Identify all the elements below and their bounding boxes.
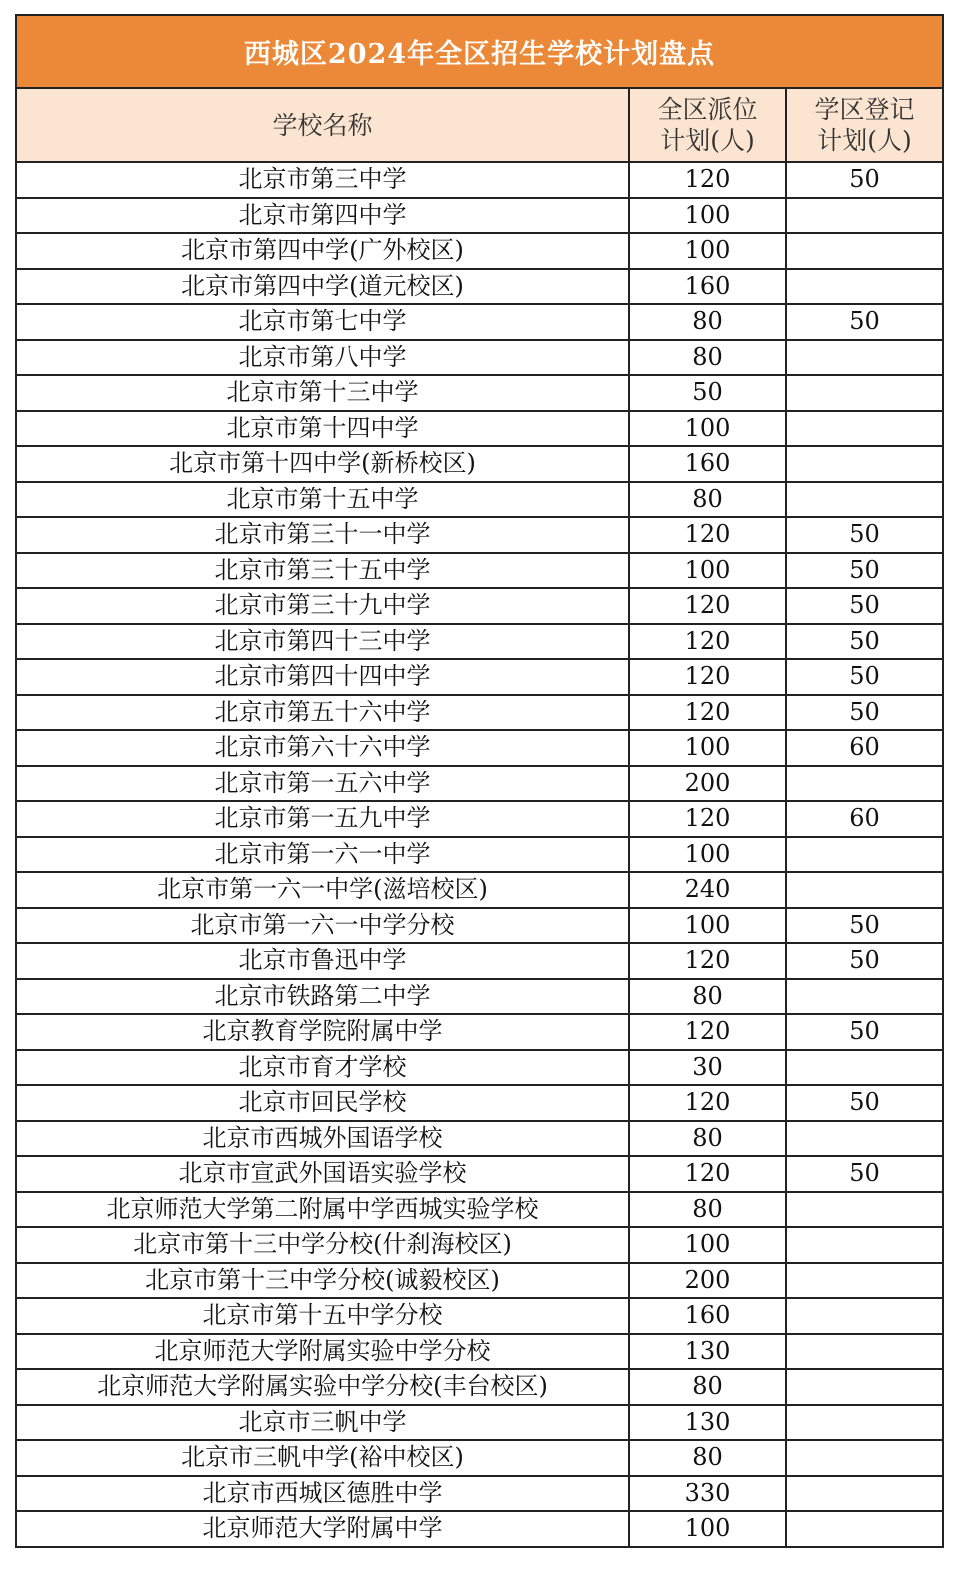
zone-plan-cell: 50 [786, 1085, 942, 1121]
school-name-cell: 北京市鲁迅中学 [17, 943, 629, 979]
table-row [17, 1476, 942, 1512]
district-plan-cell: 100 [629, 730, 786, 766]
zone-plan-cell: 50 [786, 1156, 942, 1192]
district-plan-cell: 100 [629, 233, 786, 269]
zone-plan-cell: 50 [786, 588, 942, 624]
table-row [17, 198, 942, 234]
zone-plan-cell [786, 375, 942, 411]
school-name-cell: 北京市第七中学 [17, 304, 629, 340]
district-plan-cell: 120 [629, 695, 786, 731]
school-name-cell: 北京市铁路第二中学 [17, 979, 629, 1015]
school-name-cell: 北京市第三十九中学 [17, 588, 629, 624]
table-title: 西城区2024年全区招生学校计划盘点 [17, 16, 942, 89]
table-row [17, 1192, 942, 1228]
table-row [17, 1121, 942, 1157]
table-row [17, 517, 942, 553]
zone-plan-cell: 50 [786, 553, 942, 589]
table-body [17, 162, 942, 1546]
table-row [17, 375, 942, 411]
school-name-cell: 北京市西城外国语学校 [17, 1121, 629, 1157]
table-row [17, 269, 942, 305]
school-name-cell: 北京市第十三中学分校(诚毅校区) [17, 1263, 629, 1299]
district-plan-cell: 120 [629, 801, 786, 837]
table-row [17, 766, 942, 802]
table-row [17, 411, 942, 447]
district-plan-cell: 130 [629, 1405, 786, 1441]
table-row [17, 340, 942, 376]
table-row [17, 1263, 942, 1299]
district-plan-cell: 80 [629, 304, 786, 340]
district-plan-cell: 120 [629, 1014, 786, 1050]
zone-plan-cell [786, 340, 942, 376]
zone-plan-cell: 50 [786, 517, 942, 553]
district-plan-cell: 330 [629, 1476, 786, 1512]
district-plan-cell: 120 [629, 162, 786, 198]
zone-plan-cell: 60 [786, 730, 942, 766]
table-row [17, 1298, 942, 1334]
school-name-cell: 北京市第一五六中学 [17, 766, 629, 802]
district-plan-cell: 160 [629, 1298, 786, 1334]
school-name-cell: 北京市第十五中学分校 [17, 1298, 629, 1334]
zone-plan-cell [786, 198, 942, 234]
table-row [17, 482, 942, 518]
school-name-cell: 北京师范大学附属实验中学分校 [17, 1334, 629, 1370]
zone-plan-cell [786, 1121, 942, 1157]
zone-plan-cell [786, 837, 942, 873]
school-name-cell: 北京市第一六一中学 [17, 837, 629, 873]
table-row [17, 1405, 942, 1441]
zone-plan-cell: 60 [786, 801, 942, 837]
school-name-cell: 北京市第十三中学 [17, 375, 629, 411]
school-name-cell: 北京市回民学校 [17, 1085, 629, 1121]
district-plan-cell: 80 [629, 1369, 786, 1405]
district-plan-cell: 200 [629, 1263, 786, 1299]
header-zone-plan-line2: 计划(人) [817, 126, 912, 155]
table-row [17, 304, 942, 340]
district-plan-cell: 30 [629, 1050, 786, 1086]
school-name-cell: 北京市第四十四中学 [17, 659, 629, 695]
zone-plan-cell [786, 1263, 942, 1299]
school-name-cell: 北京市第一六一中学(滋培校区) [17, 872, 629, 908]
district-plan-cell: 120 [629, 624, 786, 660]
zone-plan-cell [786, 1298, 942, 1334]
table-row [17, 979, 942, 1015]
table-row [17, 446, 942, 482]
table-row [17, 659, 942, 695]
zone-plan-cell: 50 [786, 695, 942, 731]
district-plan-cell: 100 [629, 837, 786, 873]
zone-plan-cell: 50 [786, 943, 942, 979]
table-row [17, 695, 942, 731]
zone-plan-cell: 50 [786, 624, 942, 660]
district-plan-cell: 120 [629, 1156, 786, 1192]
zone-plan-cell: 50 [786, 659, 942, 695]
header-district-plan-line2: 计划(人) [660, 126, 755, 155]
zone-plan-cell [786, 1227, 942, 1263]
school-name-cell: 北京市第三十一中学 [17, 517, 629, 553]
school-name-cell: 北京市第十四中学(新桥校区) [17, 446, 629, 482]
school-name-cell: 北京市第一五九中学 [17, 801, 629, 837]
table-row [17, 1440, 942, 1476]
zone-plan-cell [786, 1440, 942, 1476]
table-row [17, 1085, 942, 1121]
header-zone-plan [786, 89, 942, 162]
table-row [17, 837, 942, 873]
zone-plan-cell [786, 1192, 942, 1228]
table-row [17, 730, 942, 766]
school-name-cell: 北京市三帆中学 [17, 1405, 629, 1441]
school-name-cell: 北京市第四中学 [17, 198, 629, 234]
school-name-cell: 北京市第十五中学 [17, 482, 629, 518]
table-row [17, 1227, 942, 1263]
zone-plan-cell [786, 1369, 942, 1405]
school-name-cell: 北京市第一六一中学分校 [17, 908, 629, 944]
zone-plan-cell [786, 411, 942, 447]
zone-plan-cell [786, 446, 942, 482]
header-district-plan [629, 89, 786, 162]
zone-plan-cell [786, 872, 942, 908]
school-name-cell: 北京市第十四中学 [17, 411, 629, 447]
zone-plan-cell: 50 [786, 908, 942, 944]
school-name-cell: 北京市第三中学 [17, 162, 629, 198]
school-name-cell: 北京市育才学校 [17, 1050, 629, 1086]
header-district-plan-line1: 全区派位 [657, 95, 758, 124]
zone-plan-cell [786, 269, 942, 305]
zone-plan-cell [786, 233, 942, 269]
district-plan-cell: 130 [629, 1334, 786, 1370]
table-row [17, 1156, 942, 1192]
district-plan-cell: 120 [629, 659, 786, 695]
table-row [17, 1511, 942, 1546]
school-name-cell: 北京教育学院附属中学 [17, 1014, 629, 1050]
table-row [17, 1014, 942, 1050]
school-name-cell: 北京师范大学附属实验中学分校(丰台校区) [17, 1369, 629, 1405]
school-name-cell: 北京市第六十六中学 [17, 730, 629, 766]
table-row [17, 1369, 942, 1405]
school-name-cell: 北京市第三十五中学 [17, 553, 629, 589]
district-plan-cell: 50 [629, 375, 786, 411]
district-plan-cell: 120 [629, 517, 786, 553]
zone-plan-cell [786, 766, 942, 802]
district-plan-cell: 100 [629, 908, 786, 944]
district-plan-cell: 120 [629, 1085, 786, 1121]
table-row [17, 801, 942, 837]
school-name-cell: 北京市宣武外国语实验学校 [17, 1156, 629, 1192]
header-row [17, 89, 942, 162]
school-name-cell: 北京师范大学附属中学 [17, 1511, 629, 1546]
district-plan-cell: 160 [629, 269, 786, 305]
district-plan-cell: 120 [629, 943, 786, 979]
district-plan-cell: 80 [629, 1121, 786, 1157]
district-plan-cell: 100 [629, 198, 786, 234]
school-name-cell: 北京市第八中学 [17, 340, 629, 376]
table-row [17, 233, 942, 269]
header-school-name: 学校名称 [17, 89, 629, 162]
school-name-cell: 北京市第四中学(道元校区) [17, 269, 629, 305]
school-name-cell: 北京师范大学第二附属中学西城实验学校 [17, 1192, 629, 1228]
district-plan-cell: 80 [629, 1192, 786, 1228]
district-plan-cell: 100 [629, 553, 786, 589]
table-row [17, 162, 942, 198]
zone-plan-cell [786, 1050, 942, 1086]
school-name-cell: 北京市第四十三中学 [17, 624, 629, 660]
table-row [17, 553, 942, 589]
district-plan-cell: 80 [629, 1440, 786, 1476]
table-row [17, 588, 942, 624]
district-plan-cell: 200 [629, 766, 786, 802]
zone-plan-cell [786, 1476, 942, 1512]
district-plan-cell: 240 [629, 872, 786, 908]
header-zone-plan-line1: 学区登记 [814, 95, 915, 124]
table-row [17, 908, 942, 944]
enrollment-table [17, 89, 942, 1546]
table-row [17, 1050, 942, 1086]
zone-plan-cell [786, 1405, 942, 1441]
zone-plan-cell [786, 979, 942, 1015]
zone-plan-cell: 50 [786, 304, 942, 340]
zone-plan-cell: 50 [786, 1014, 942, 1050]
school-name-cell: 北京市第四中学(广外校区) [17, 233, 629, 269]
school-name-cell: 北京市第十三中学分校(什刹海校区) [17, 1227, 629, 1263]
district-plan-cell: 80 [629, 340, 786, 376]
zone-plan-cell [786, 1334, 942, 1370]
table-row [17, 1334, 942, 1370]
school-name-cell: 北京市三帆中学(裕中校区) [17, 1440, 629, 1476]
district-plan-cell: 160 [629, 446, 786, 482]
school-name-cell: 北京市西城区德胜中学 [17, 1476, 629, 1512]
school-name-cell: 北京市第五十六中学 [17, 695, 629, 731]
district-plan-cell: 100 [629, 411, 786, 447]
district-plan-cell: 100 [629, 1511, 786, 1546]
zone-plan-cell [786, 482, 942, 518]
table-row [17, 872, 942, 908]
table-row [17, 943, 942, 979]
district-plan-cell: 80 [629, 979, 786, 1015]
enrollment-table-sheet [15, 14, 944, 1548]
district-plan-cell: 80 [629, 482, 786, 518]
district-plan-cell: 100 [629, 1227, 786, 1263]
zone-plan-cell [786, 1511, 942, 1546]
district-plan-cell: 120 [629, 588, 786, 624]
table-row [17, 624, 942, 660]
zone-plan-cell: 50 [786, 162, 942, 198]
